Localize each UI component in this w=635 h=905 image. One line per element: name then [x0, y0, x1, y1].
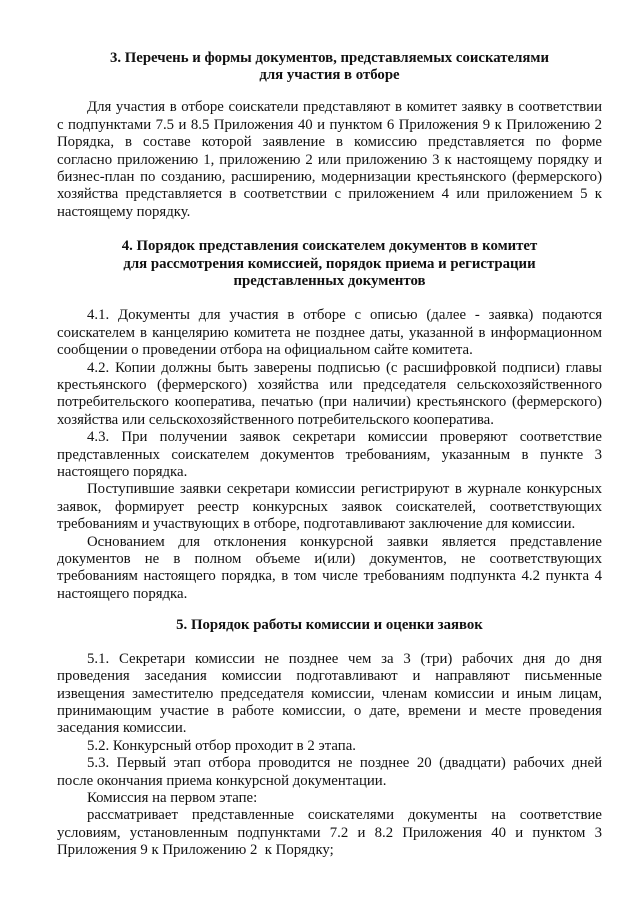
text-line: после окончания приема конкурсной документации. — [57, 772, 387, 789]
clause-5-1 — [57, 651, 602, 738]
text-line: согласно приложению 1, приложению 2 или приложению 3 к настоящему порядку и — [57, 151, 602, 168]
text-line: требованиям и участвующих в отборе, подготавливают заключение для комиссии. — [57, 516, 576, 533]
clause-4-3 — [57, 429, 602, 481]
text-line: настоящему порядку. — [57, 203, 191, 220]
text-line: Приложения 9 к Приложению 2 к Порядку; — [57, 842, 334, 859]
clause-5-2 — [57, 738, 602, 755]
text-line: бизнес-план по созданию, расширению, модернизации крестьянского (фермерского) — [57, 168, 602, 185]
text-line: с подпунктами 7.5 и 8.5 Приложения 40 и пунктом 6 Приложения 9 к Приложению 2 — [57, 116, 602, 133]
text-line: 4.1. Документы для участия в отборе с описью (далее - заявка) подаются — [87, 307, 602, 324]
heading-line: 3. Перечень и формы документов, представляемых соискателями — [109, 50, 550, 66]
clause-4-2 — [57, 360, 602, 430]
section-3 — [57, 50, 602, 221]
text-line: условиям, установленным подпунктами 7.2 и 8.2 Приложения 40 и пунктом 3 — [57, 824, 602, 841]
clause-5-3-review — [57, 807, 602, 859]
text-line: 5.2. Конкурсный отбор проходит в 2 этапа. — [87, 737, 356, 754]
clause-4-3-registration — [57, 481, 602, 533]
text-line: Для участия в отборе соискатели представляют в комитет заявку в соответствии — [87, 99, 602, 116]
text-line: 5.1. Секретари комиссии не позднее чем за 3 (три) рабочих дня до дня — [87, 650, 602, 667]
section-5-heading — [57, 617, 602, 634]
text-line: Поступившие заявки секретари комиссии регистрируют в журнале конкурсных — [87, 481, 602, 498]
text-line: документов не в полном объеме и(или) документов, не соответствующих — [57, 551, 602, 568]
text-line: сообщении о проведении отбора на официальном сайте комитета. — [57, 342, 473, 359]
clause-5-3-commission — [57, 790, 602, 807]
text-line: проведения заседания комиссии подготавливают и направляют письменные — [57, 668, 602, 685]
text-line: заявок, формирует реестр конкурсных заявок соискателей, соответствующих — [57, 498, 602, 515]
text-line: 4.3. При получении заявок секретари комиссии проверяют соответствие — [87, 429, 602, 446]
text-line: рассматривает представленные соискателями документы на соответствие — [87, 807, 602, 824]
text-line: представленных соискателем документов требованиям, указанным в пункте 3 — [57, 446, 602, 463]
text-line: настоящего порядка. — [57, 585, 188, 602]
clause-5-3 — [57, 755, 602, 790]
text-line: 5.3. Первый этап отбора проводится не позднее 20 (двадцати) рабочих дней — [87, 755, 602, 772]
text-line: принимающим участие в работе комиссии, о дате, времени и месте проведения — [57, 702, 602, 719]
section-5 — [57, 617, 602, 859]
text-line: заседания комиссии. — [57, 720, 187, 737]
heading-line: для участия в отборе — [259, 67, 400, 84]
section-4 — [57, 238, 602, 603]
clause-4-3-rejection — [57, 534, 602, 604]
document-body — [57, 50, 602, 860]
clause-4-1 — [57, 307, 602, 359]
text-line: Порядка, в составе которой заявление в комиссию представляется по форме — [57, 134, 602, 151]
heading-line: для рассмотрения комиссией, порядок приема и регистрации — [123, 255, 536, 272]
text-line: соискателем в канцелярию комитета не позднее даты, указанной в информационном — [57, 324, 602, 341]
text-line: требованиям настоящего порядка, в том числе требованиям подпункта 4.2 пункта 4 — [57, 568, 602, 585]
text-line: настоящего порядка. — [57, 464, 188, 481]
text-line: потребительского кооператива, печатью (при наличии) крестьянского (фермерского) — [57, 394, 602, 411]
heading-line: представленных документов — [233, 272, 426, 289]
text-line: Основанием для отклонения конкурсной заявки является представление — [87, 533, 602, 550]
section-3-heading — [57, 50, 602, 85]
paragraph-3-documents — [57, 99, 602, 221]
section-5-body — [57, 651, 602, 860]
heading-line: 4. Порядок представления соискателем документов в комитет — [121, 238, 538, 255]
text-line: хозяйства или сельскохозяйственного потребительского кооператива. — [57, 411, 494, 428]
text-line: крестьянского (фермерского) хозяйства или председателя сельскохозяйственного — [57, 377, 602, 393]
heading-line: 5. Порядок работы комиссии и оценки заявок — [176, 617, 483, 634]
text-line: 4.2. Копии должны быть заверены подписью (с расшифровкой подписи) главы — [87, 359, 602, 376]
section-4-heading — [57, 238, 602, 290]
text-line: Комиссия на первом этапе: — [87, 789, 258, 806]
text-line: хозяйства представляется в соответствии с приложением 4 или приложением 5 к — [57, 186, 602, 203]
section-4-body — [57, 307, 602, 603]
text-line: извещения заместителю председателя комиссии, членам комиссии и иным лицам, — [57, 685, 602, 702]
